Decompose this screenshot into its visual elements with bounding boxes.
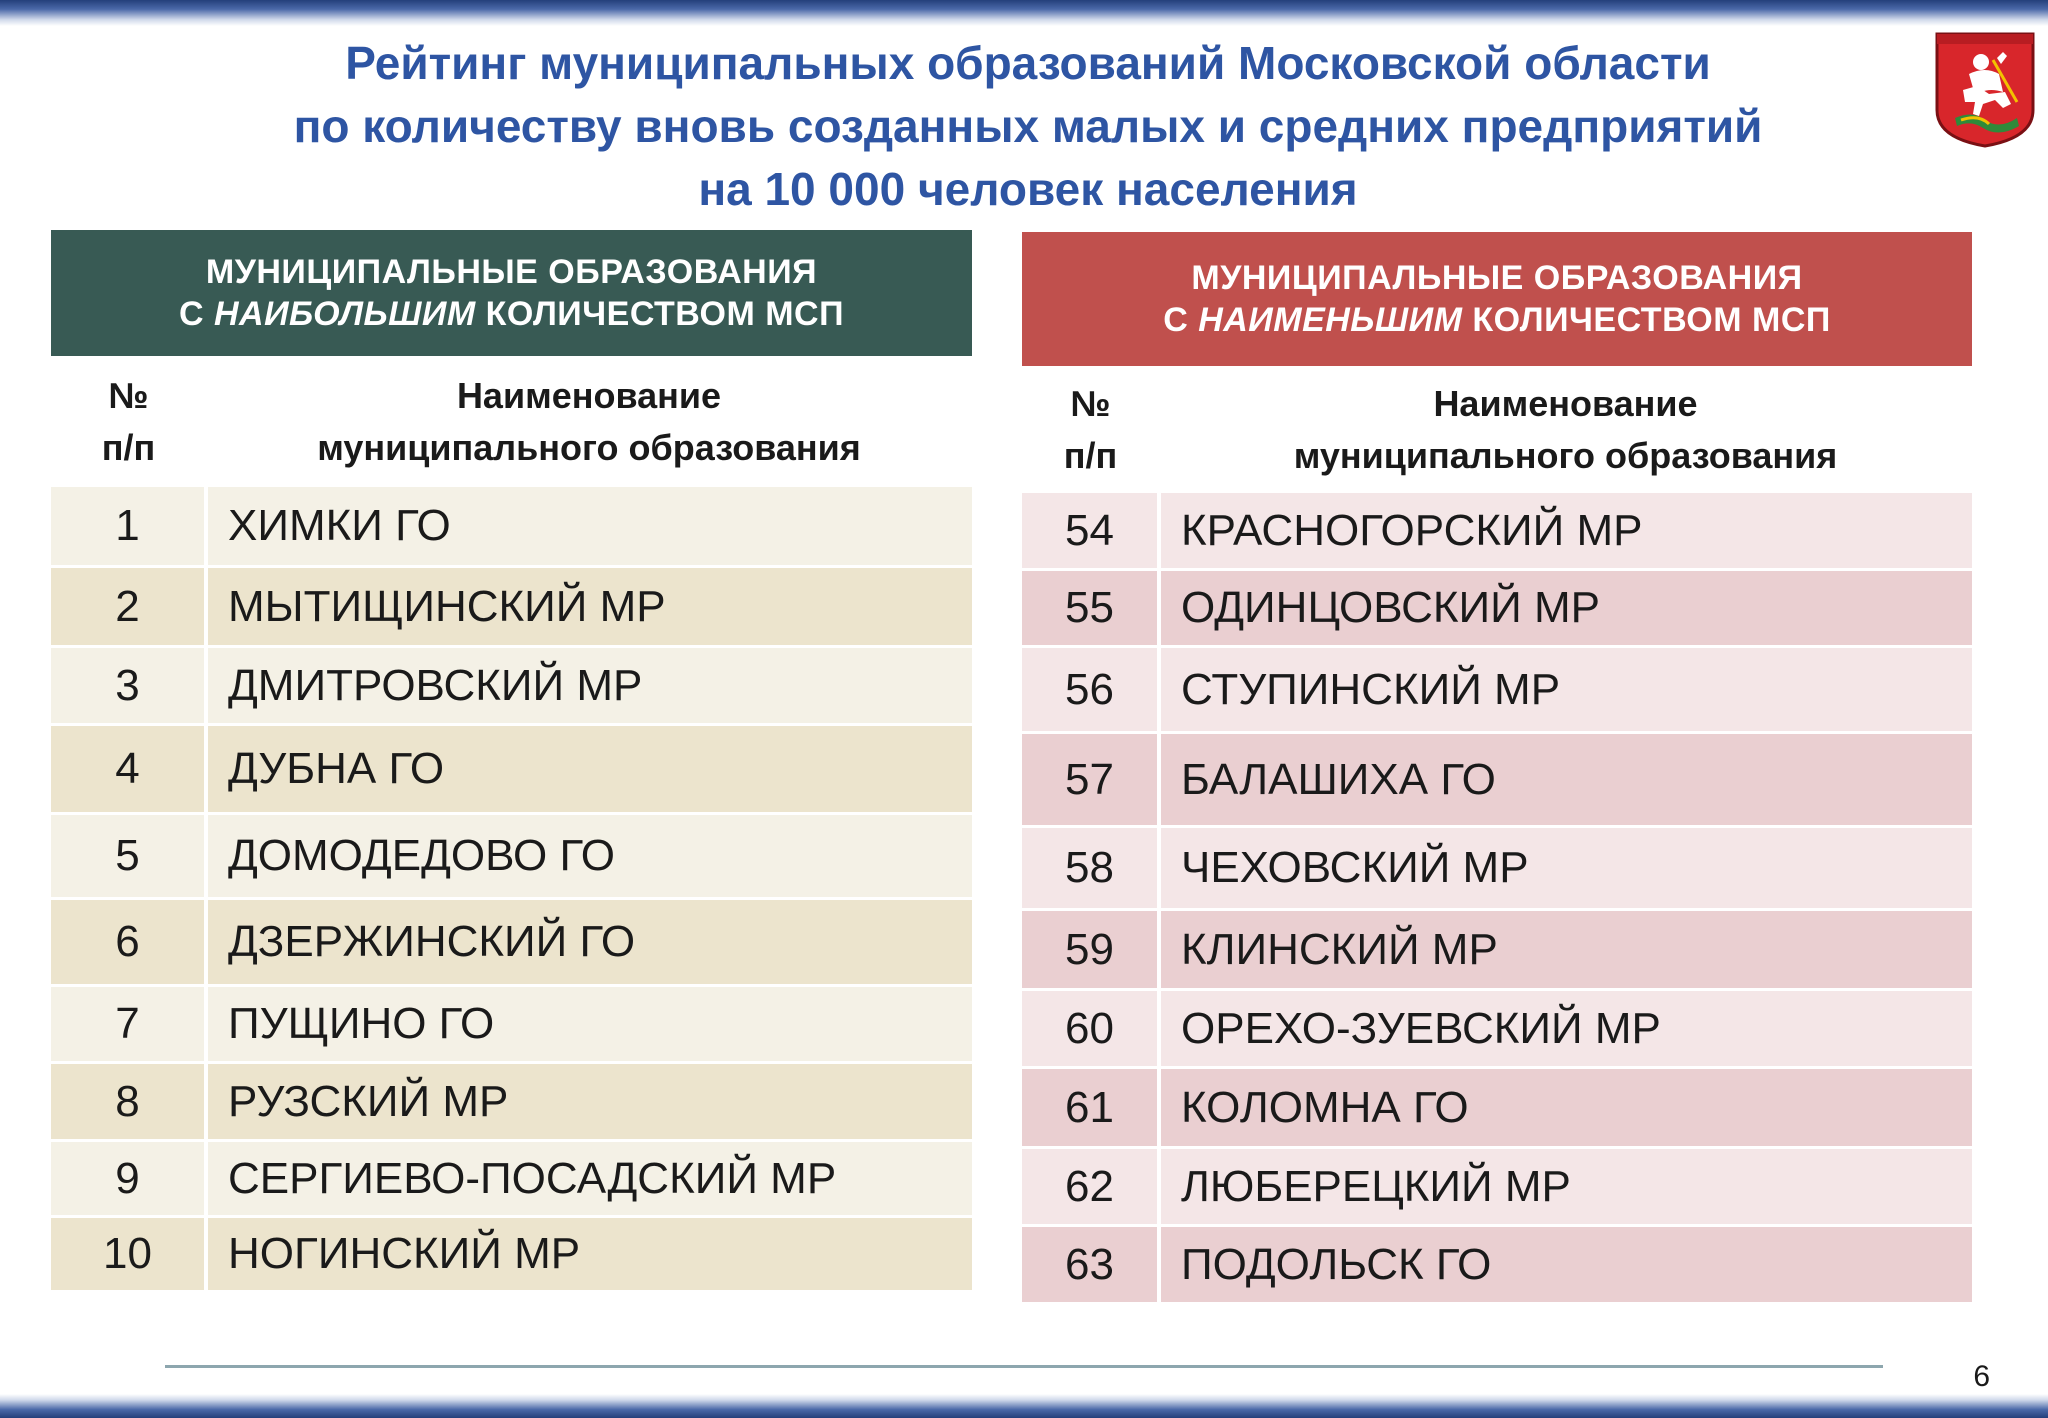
row-number: 6 (51, 900, 208, 984)
bottom-decorative-band (0, 1394, 2048, 1418)
row-number: 10 (51, 1218, 208, 1290)
panel-header-emphasis: НАИМЕНЬШИМ (1198, 301, 1463, 339)
municipality-name: БАЛАШИХА ГО (1181, 754, 1496, 804)
row-number: 4 (51, 726, 208, 812)
column-header-name: Наименование муниципального образования (317, 374, 861, 468)
low-rated-panel (1022, 230, 1972, 1305)
row-number: 1 (51, 487, 208, 565)
row-number: 58 (1022, 828, 1161, 908)
row-number: 2 (51, 568, 208, 645)
table-row (51, 1064, 972, 1142)
panel-header-line-2: С НАИБОЛЬШИМ КОЛИЧЕСТВОМ МСП (178, 295, 845, 333)
municipality-name: КОЛОМНА ГО (1181, 1082, 1469, 1132)
top-rated-panel-header (51, 230, 972, 356)
table-column-headers (51, 356, 972, 487)
column-header-name: Наименование муниципального образования (1293, 382, 1838, 476)
municipality-name: ЛЮБЕРЕЦКИЙ МР (1181, 1161, 1571, 1211)
table-row (51, 987, 972, 1064)
panel-header-line-1: МУНИЦИПАЛЬНЫЕ ОБРАЗОВАНИЯ (1191, 259, 1803, 297)
municipality-name: ХИМКИ ГО (228, 501, 451, 550)
page-number: 6 (1973, 1360, 1990, 1393)
municipality-name: ОДИНЦОВСКИЙ МР (1181, 583, 1601, 632)
municipality-name: СТУПИНСКИЙ МР (1181, 664, 1561, 714)
table-row (51, 726, 972, 815)
row-number: 59 (1022, 911, 1161, 988)
top-decorative-band (0, 0, 2048, 26)
table-row (1022, 648, 1972, 734)
page-title (120, 32, 1936, 221)
title-line-2: по количеству вновь созданных малых и средних предприятий (293, 100, 1763, 152)
table-row (1022, 571, 1972, 648)
footer-divider (165, 1365, 1883, 1368)
row-number: 62 (1022, 1149, 1161, 1224)
table-row (51, 900, 972, 987)
municipality-name: ДОМОДЕДОВО ГО (228, 831, 616, 880)
title-line-1: Рейтинг муниципальных образований Московской области (345, 37, 1711, 89)
row-number: 5 (51, 815, 208, 897)
table-row (51, 487, 972, 568)
municipality-name: КЛИНСКИЙ МР (1181, 924, 1498, 974)
municipality-name: КРАСНОГОРСКИЙ МР (1181, 505, 1643, 555)
table-row (51, 815, 972, 900)
table-row (1022, 991, 1972, 1069)
municipality-name: СЕРГИЕВО-ПОСАДСКИЙ МР (228, 1153, 837, 1203)
row-number: 61 (1022, 1069, 1161, 1146)
table-row (1022, 911, 1972, 991)
moscow-oblast-coat-of-arms-icon (1933, 30, 2037, 148)
title-line-3: на 10 000 человек населения (698, 163, 1358, 215)
row-number: 55 (1022, 571, 1161, 645)
top-rated-panel (51, 230, 972, 1293)
municipality-name: ОРЕХО-ЗУЕВСКИЙ МР (1181, 1003, 1661, 1053)
municipality-name: ПОДОЛЬСК ГО (1181, 1239, 1492, 1289)
panel-header-line-1: МУНИЦИПАЛЬНЫЕ ОБРАЗОВАНИЯ (205, 253, 818, 291)
table-row (1022, 1149, 1972, 1227)
table-row (1022, 734, 1972, 828)
row-number: 3 (51, 648, 208, 723)
panel-header-line-2: С НАИМЕНЬШИМ КОЛИЧЕСТВОМ МСП (1163, 301, 1831, 339)
row-number: 57 (1022, 734, 1161, 825)
column-header-number: № п/п (101, 374, 156, 468)
row-number: 8 (51, 1064, 208, 1139)
table-column-headers (1022, 366, 1972, 493)
table-row (1022, 1227, 1972, 1305)
row-number: 63 (1022, 1227, 1161, 1302)
municipality-name: ПУЩИНО ГО (228, 999, 495, 1048)
municipality-name: РУЗСКИЙ МР (228, 1076, 509, 1126)
table-row (51, 1218, 972, 1293)
municipality-name: ДУБНА ГО (228, 744, 445, 793)
row-number: 54 (1022, 493, 1161, 568)
low-rated-table (1022, 493, 1972, 1305)
municipality-name: НОГИНСКИЙ МР (228, 1229, 581, 1278)
low-rated-panel-header (1022, 232, 1972, 366)
municipality-name: ДМИТРОВСКИЙ МР (228, 660, 643, 710)
table-row (1022, 493, 1972, 571)
panel-header-emphasis: НАИБОЛЬШИМ (213, 295, 476, 333)
row-number: 7 (51, 987, 208, 1061)
row-number: 56 (1022, 648, 1161, 731)
table-row (1022, 828, 1972, 911)
table-row (51, 568, 972, 648)
column-header-number: № п/п (1063, 382, 1118, 476)
municipality-name: МЫТИЩИНСКИЙ МР (228, 581, 666, 631)
municipality-name: ДЗЕРЖИНСКИЙ ГО (228, 917, 636, 966)
table-row (51, 648, 972, 726)
row-number: 9 (51, 1142, 208, 1215)
municipality-name: ЧЕХОВСКИЙ МР (1181, 843, 1529, 892)
row-number: 60 (1022, 991, 1161, 1066)
top-rated-table (51, 487, 972, 1293)
table-row (1022, 1069, 1972, 1149)
table-row (51, 1142, 972, 1218)
